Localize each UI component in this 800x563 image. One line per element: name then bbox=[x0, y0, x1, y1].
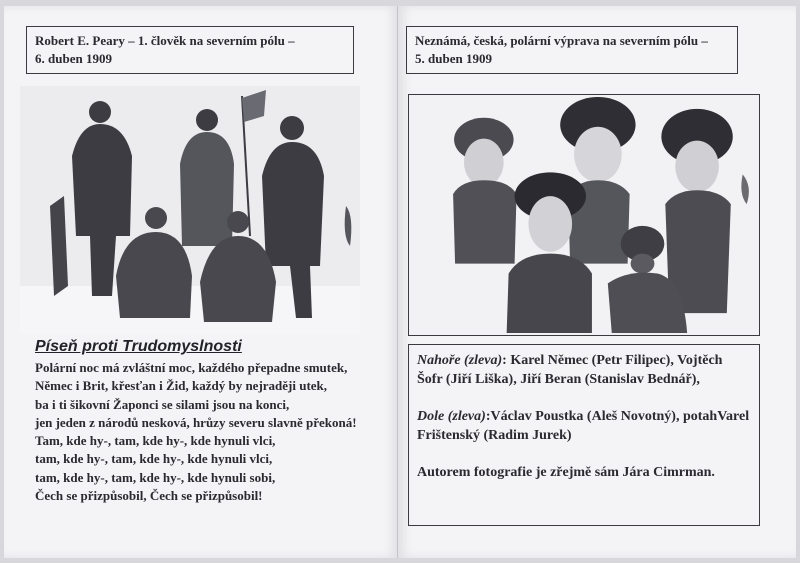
peary-caption-box bbox=[26, 26, 354, 74]
czech-expedition-caption-box bbox=[406, 26, 738, 74]
song-line: Tam, kde hy-, tam, kde hy-, kde hynuli vlci, bbox=[35, 433, 276, 449]
song-line: Němec i Brit, křesťan i Žid, každý by nejraději utek, bbox=[35, 378, 328, 394]
peary-caption-line2: 6. duben 1909 bbox=[35, 51, 112, 66]
right-page bbox=[398, 6, 796, 558]
song-line: tam, kde hy-, tam, kde hy-, kde hynuli sobi, bbox=[35, 469, 276, 485]
credits-box bbox=[408, 344, 760, 526]
credits-bottom-text: :Václav Poustka (Aleš Novotný), potahVarel Frištenský (Radim Jurek) bbox=[417, 409, 750, 443]
song-line: Polární noc má zvláštní moc, každého přepadne smutek, bbox=[35, 360, 348, 375]
credits-top bbox=[417, 351, 751, 389]
czech-expedition-photo bbox=[408, 94, 760, 336]
song-title: Píseň proti Trudomyslnosti bbox=[35, 338, 242, 355]
song-line: ba i ti šikovní Žaponci se silami jsou na konci, bbox=[35, 396, 290, 412]
credits-bottom-label: Dole (zleva) bbox=[417, 409, 486, 424]
peary-caption-line1: Robert E. Peary – 1. člověk na severním pólu – bbox=[35, 33, 295, 48]
song-line: tam, kde hy-, tam, kde hy-, kde hynuli vlci, bbox=[35, 451, 273, 467]
peary-expedition-photo bbox=[20, 86, 360, 334]
credits-top-text: : Karel Němec (Petr Filipec), Vojtěch Šofr (Jiří Liška), Jiří Beran (Stanislav Bednář), bbox=[417, 353, 723, 387]
credits-bottom bbox=[417, 407, 751, 445]
song-line: Čech se přizpůsobil, Čech se přizpůsobil! bbox=[35, 488, 263, 504]
author-note: Autorem fotografie je zřejmě sám Jára Cimrman. bbox=[417, 465, 715, 480]
czech-caption-line1: Neznámá, česká, polární výprava na severním pólu – bbox=[415, 33, 708, 48]
song-lyrics bbox=[35, 359, 385, 505]
credits-top-label: Nahoře (zleva) bbox=[417, 353, 503, 368]
left-page bbox=[4, 6, 398, 558]
song-line: jen jeden z národů nesková, hrůzy severu slavně překoná! bbox=[35, 414, 357, 430]
czech-caption-line2: 5. duben 1909 bbox=[415, 51, 492, 66]
